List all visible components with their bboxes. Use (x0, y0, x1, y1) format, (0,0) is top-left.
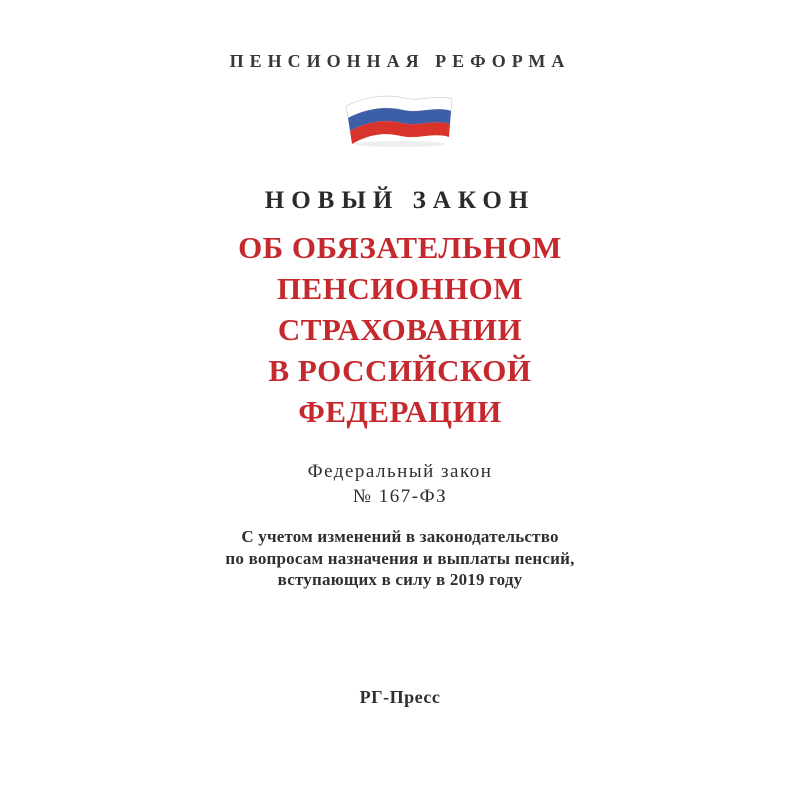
law-reference (0, 459, 800, 509)
edition-note-line: вступающих в силу в 2019 году (277, 570, 523, 589)
edition-note-line: по вопросам назначения и выплаты пенсий, (225, 548, 575, 568)
main-title (0, 227, 800, 432)
main-title-line: ОБ ОБЯЗАТЕЛЬНОМ (238, 230, 562, 265)
main-title-line: ФЕДЕРАЦИИ (298, 394, 502, 429)
russia-flag-icon (338, 90, 462, 148)
edition-note (0, 526, 800, 591)
pre-title: НОВЫЙ ЗАКОН (264, 187, 536, 214)
law-type: Федеральный закон (307, 461, 493, 482)
flag-container (0, 90, 800, 153)
main-title-line: ПЕНСИОННОМ (276, 271, 524, 306)
main-title-line: СТРАХОВАНИИ (277, 312, 523, 347)
series-title: ПЕНСИОННАЯ РЕФОРМА (229, 51, 571, 71)
law-number: № 167-ФЗ (352, 486, 448, 507)
edition-note-line: С учетом изменений в законодательство (241, 527, 559, 546)
main-title-line: В РОССИЙСКОЙ (268, 353, 532, 388)
publisher-name: РГ-Пресс (359, 687, 441, 707)
